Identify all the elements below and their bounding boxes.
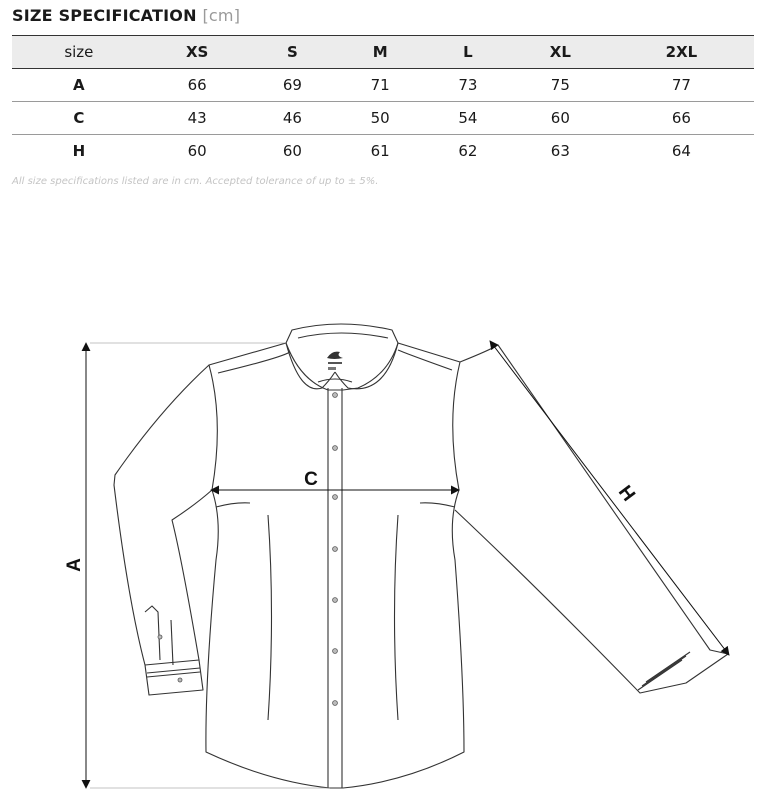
table-cell: 71 bbox=[336, 69, 424, 102]
table-cell: 60 bbox=[187, 142, 207, 160]
table-cell: 54 bbox=[424, 102, 512, 135]
table-cell: 62 bbox=[458, 142, 478, 160]
row-label: A bbox=[12, 69, 146, 102]
dimension-c bbox=[211, 469, 459, 490]
table-cell: 75 bbox=[512, 69, 609, 102]
dimension-a bbox=[64, 343, 330, 788]
shirt-outline bbox=[114, 324, 728, 788]
table-cell: 60 bbox=[512, 102, 609, 135]
table-cell: 60 bbox=[282, 142, 302, 160]
table-cell: 69 bbox=[249, 69, 337, 102]
label-h: H bbox=[613, 481, 639, 506]
tolerance-note: All size specifications listed are in cm. Accepted tolerance of up to ± 5%. bbox=[12, 176, 379, 187]
table-cell: 77 bbox=[609, 69, 754, 102]
header-cell: S bbox=[249, 36, 337, 69]
shirt-body bbox=[206, 343, 464, 788]
row-label: C bbox=[12, 102, 146, 135]
header-cell: M bbox=[336, 36, 424, 69]
dimension-h bbox=[490, 341, 729, 655]
collar bbox=[286, 324, 398, 390]
left-cuff bbox=[145, 660, 203, 695]
header-cell: 2XL bbox=[609, 36, 754, 69]
header-cell: size bbox=[12, 36, 146, 69]
label-c: C bbox=[304, 469, 318, 490]
table-cell: 61 bbox=[370, 142, 390, 160]
table-cell: 64 bbox=[671, 142, 691, 160]
table-cell: 50 bbox=[336, 102, 424, 135]
header-cell: XS bbox=[146, 36, 249, 69]
row-label: H bbox=[72, 142, 86, 160]
title-unit: [cm] bbox=[202, 6, 241, 25]
table-cell: 43 bbox=[146, 102, 249, 135]
table-cell: 63 bbox=[550, 142, 570, 160]
header-cell: XL bbox=[512, 36, 609, 69]
right-sleeve bbox=[455, 345, 728, 693]
left-sleeve bbox=[114, 365, 212, 665]
table-cell: 66 bbox=[146, 69, 249, 102]
header-cell: L bbox=[424, 36, 512, 69]
title-text: SIZE SPECIFICATION bbox=[12, 6, 197, 25]
label-a: A bbox=[64, 558, 85, 572]
table-cell: 66 bbox=[609, 102, 754, 135]
table-cell: 73 bbox=[424, 69, 512, 102]
table-cell: 46 bbox=[249, 102, 337, 135]
brand-logo-icon bbox=[327, 352, 343, 370]
buttons bbox=[158, 393, 337, 706]
